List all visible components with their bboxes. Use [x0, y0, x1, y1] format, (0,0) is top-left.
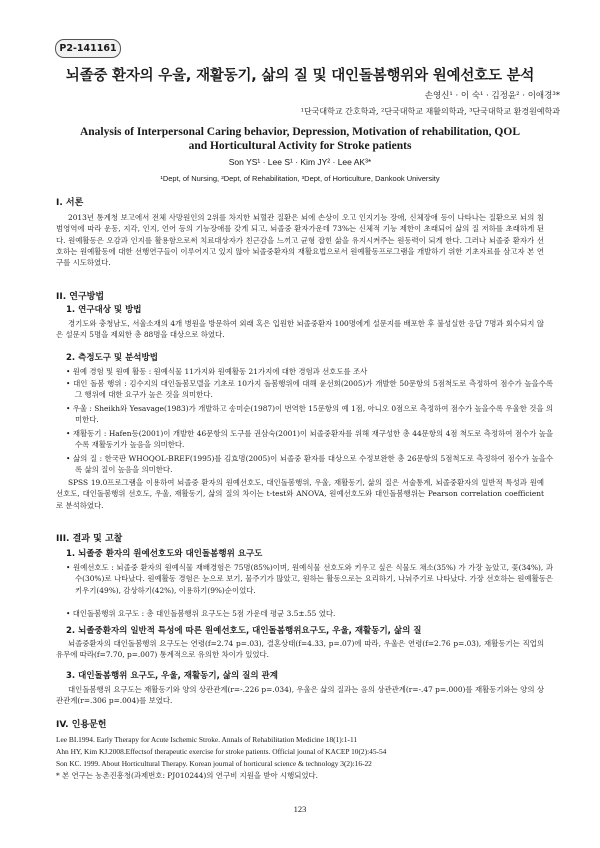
title-english-line-1: Analysis of Interpersonal Caring behavior, Depression, Motivation of rehabilitation, QOL	[79, 126, 520, 138]
reference-item: Lee BI.1994. Early Therapy for Acute Ischemic Stroke. Annals of Rehabilitation Medicine 18(1):1-11	[56, 735, 358, 744]
list-item: • 대인돌봄행위 요구도 : 총 대인돌봄행위 요구도는 5점 가운데 평균 3.5±.55 였다.	[66, 609, 336, 618]
reference-item: Son KC. 1999. About Horticultural Therapy. Korean journal of horticural science & technology 3(2):16-22	[56, 759, 372, 768]
subheading-subjects: 1. 연구대상 및 방법	[66, 305, 142, 315]
subheading-results-1: 1. 뇌졸중 환자의 원예선호도와 대인돌봄행위 요구도	[66, 549, 263, 559]
list-item: • 삶의 질 : 한국판 WHOQOL-BREF(1995)를 김효명(2005)이 뇌졸중 환자를 대상으로 수정보완한 총 26문항의 5점척도로 측정하여 점수가 높을수록 삶의 질이 높음을 의미한다.	[66, 454, 553, 475]
page-number: 123	[293, 804, 307, 814]
affiliations-english: ¹Dept, of Nursing, ²Dept, of Rehabilitation, ³Dept, of Horticulture, Dankook University	[160, 174, 440, 183]
authors-korean: 손영신¹ · 이 숙¹ · 김정윤² · 이애경³*	[424, 91, 560, 101]
list-item: • 우울 : Sheikh와 Yesavage(1983)가 개발하고 송미순(1987)이 번역한 15문항의 예 1점, 아니오 0점으로 측정하여 점수가 높을수록 우울한 것을 의미한다.	[66, 404, 553, 425]
section-heading-results: III. 결과 및 고찰	[56, 534, 123, 544]
affiliations-korean: ¹단국대학교 간호학과, ²단국대학교 재활의학과, ³단국대학교 환경원예학과	[300, 107, 560, 116]
title-english-line-2: and Horticultural Activity for Stroke patients	[188, 140, 412, 152]
subheading-instruments: 2. 측정도구 및 분석방법	[66, 353, 158, 363]
poster-id-badge: P2-141161	[55, 39, 121, 58]
intro-paragraph: 2013년 통계청 보고에서 전체 사망원인의 2위를 차지한 뇌혈관 질환은 뇌에 손상이 오고 인지기능 장애, 신체장애 등이 나타나는 질환으로 뇌의 침범영역에 따라 운동, 지각, 인지, 언어 등의 기능장애를 갖게 되고, 뇌졸중 환자가운데 73%는 신체적 기능 제한이 초래되어 삶의 질 저하를 초래하게 된다. 원예활동은 오감과 인지를 활용함으로써 치료대상자가 친근감을 느끼고 균형 잡힌 삶을 유지시켜주는 원동력이 되게 한다. 그러나 뇌졸중 환자가 선호하는 원예활동에 대한 선행연구들이 이루어지고 있지 않아 뇌졸중환자의 재활요법으로서 원예활동프로그램을 개발하기 위한 기초자료를 삼고자 본 연구를 시도하였다.	[56, 213, 544, 268]
subjects-paragraph: 경기도와 충청남도, 서울소재의 4개 병원을 방문하여 외래 혹은 입원한 뇌졸중환자 100명에게 설문지를 배포한 후 불성실한 응답 7명과 회수되지 않은 설문지 5명을 제외한 총 88명을 대상으로 하였다.	[56, 319, 544, 340]
results-3-paragraph: 대인돌봄행위 요구도는 재활동기와 양의 상관관계(r=-.226 p=.034), 우울은 삶의 질과는 음의 상관관계(r=-.47 p=.000)를 재활동기와는 양의 상관관계(r=.306 p=.004)를 보였다.	[56, 685, 544, 706]
subheading-results-2: 2. 뇌졸중환자의 일반적 특성에 따른 원예선호도, 대인돌봄행위요구도, 우울, 재활동기, 삶의 질	[66, 626, 422, 636]
section-heading-methods: II. 연구방법	[56, 292, 105, 302]
authors-english: Son YS¹ · Lee S¹ · Kim JY² · Lee AK³*	[228, 157, 372, 167]
paper-title-korean: 뇌졸중 환자의 우울, 재활동기, 삶의 질 및 대인돌봄행위와 원예선호도 분석	[65, 68, 535, 84]
list-item: • 재활동기 : Hafen등(2001)이 개발한 46문항의 도구를 권삼숙(2001)이 뇌졸중환자를 위해 재구성한 총 44문항의 4점 척도로 측정하여 점수가 높을수록 재활동기가 높음을 의미한다.	[66, 429, 553, 450]
paper-title-english	[60, 125, 540, 153]
funding-note: * 본 연구는 농촌진흥청(과제번호: PJ010244)의 연구비 지원을 받아 시행되었다.	[56, 771, 319, 780]
list-item: • 원예 경험 및 원예 활동 : 원예식물 11가지와 원예활동 21가지에 대한 경험과 선호도를 조사	[66, 367, 368, 376]
list-item: • 원예선호도 : 뇌졸중 환자의 원예식물 재배경험은 75명(85%)이며, 원예식물 선호도와 키우고 싶은 식물도 채소(35%) 가 가장 높았고, 꽃(34%), 과수(30%)로 나타났다. 원예활동 경험은 눈으로 보기, 물주기가 많았고, 원하는 활동으로는 요리하기, 나눠주기로 나타났다. 가장 선호하는 원예활동은 키우기(49%), 감상하기(42%), 이용하기(9%)순이었다.	[66, 563, 553, 595]
subheading-results-3: 3. 대인돌봄행위 요구도, 우울, 재활동기, 삶의 질의 관계	[66, 671, 278, 681]
list-item: • 대인 돌봄 행위 : 김수지의 대인돌봄모델을 기초로 10가지 돌봄행위에 대해 윤선희(2005)가 개발한 50문항의 5점척도로 측정하여 점수가 높을수록 그 행위에 대한 요구가 높은 것을 의미한다.	[66, 379, 553, 400]
results-2-paragraph: 뇌졸중환자의 대인돌봄행위 요구도는 연령(f=2.74 p=.03), 결혼상태(f=4.33, p=.07)에 따라, 우울은 연령(f=2.76 p=.03), 재활동기는 직업의 유무에 따라(f=7.70, p=.007) 통계적으로 유의한 차이가 있었다.	[56, 639, 544, 660]
section-heading-references: IV. 인용문헌	[56, 720, 107, 730]
section-heading-intro: I. 서론	[56, 198, 84, 208]
analysis-paragraph: SPSS 19.0프로그램을 이용하여 뇌졸중 환자의 원예선호도, 대인돌봄행위, 우울, 재활동기, 삶의 질은 서술통계, 뇌졸중환자의 일반적 특성과 원예선호도, 대인돌봄행위 선호도, 우울, 재활동기, 삶의 질의 차이는 t-test와 ANOVA, 원예선호도와 대인돌봄행위는 Pearson correlation coefficient로 분석하였다.	[56, 478, 544, 510]
reference-item: Ahn HY, Kim KJ.2008.Effectsof therapeutic exercise for stroke patients. Official jounal of KACEP 10(2):45-54	[56, 747, 387, 756]
